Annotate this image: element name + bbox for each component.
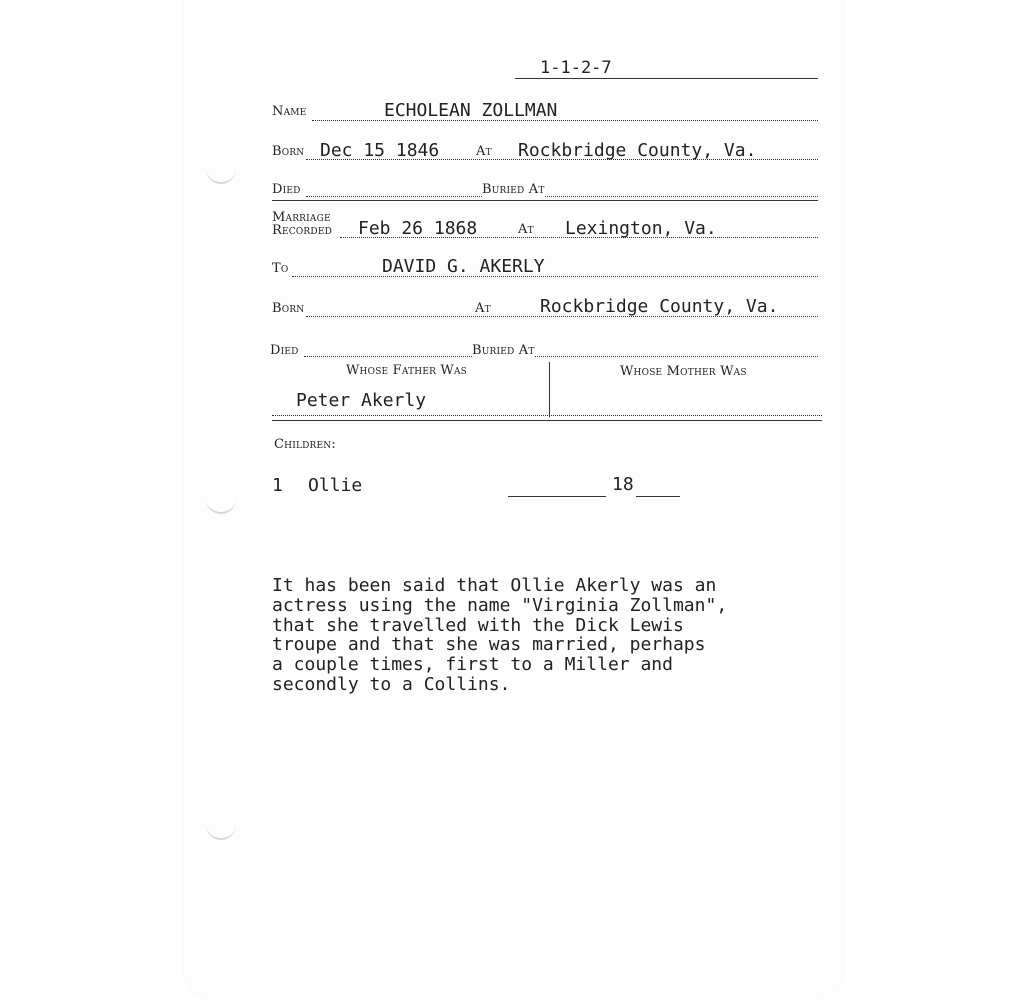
spouse-died-label: Died xyxy=(270,343,299,358)
to-label: To xyxy=(272,261,289,276)
subject-name: ECHOLEAN ZOLLMAN xyxy=(384,100,558,121)
marriage-at-label: At xyxy=(518,222,534,237)
children-label: Children: xyxy=(274,437,336,452)
father-name: Peter Akerly xyxy=(296,390,427,411)
spouse-name: DAVID G. AKERLY xyxy=(382,256,545,277)
marriage-date: Feb 26 1868 xyxy=(358,218,478,239)
card-number: 1-1-2-7 xyxy=(540,58,612,78)
parents-divider xyxy=(549,362,550,417)
born-at-label: At xyxy=(476,144,492,159)
born-place: Rockbridge County, Va. xyxy=(518,140,757,161)
spouse-born-at-label: At xyxy=(475,301,491,316)
spouse-buried-label: Buried At xyxy=(472,343,535,358)
name-label: Name xyxy=(272,104,307,119)
born-label: Born xyxy=(272,144,305,159)
marriage-place: Lexington, Va. xyxy=(565,218,717,239)
spouse-born-place: Rockbridge County, Va. xyxy=(540,296,779,317)
notes-text: It has been said that Ollie Akerly was an actress using the name "Virginia Zollman", that she travelled with the Dick Lewis troupe and that she was married, perhaps a couple times, first to a Miller and secondly to a Collins. xyxy=(272,575,728,695)
section-divider xyxy=(272,200,818,201)
buried-label: Buried At xyxy=(482,182,545,197)
child-name: Ollie xyxy=(308,475,363,496)
recorded-label: Recorded xyxy=(272,223,333,238)
spouse-born-label: Born xyxy=(272,301,305,316)
child-year-line xyxy=(636,496,680,497)
marriage-label: Marriage xyxy=(272,210,331,225)
card-number-line xyxy=(515,78,818,79)
died-label: Died xyxy=(272,182,301,197)
parents-bottom-rule xyxy=(272,420,822,421)
born-date: Dec 15 1846 xyxy=(320,140,440,161)
child-number: 1 xyxy=(272,475,283,496)
mother-label: Whose Mother Was xyxy=(620,364,747,379)
child-date-line xyxy=(508,496,606,497)
child-year: 18 xyxy=(612,474,634,495)
father-label: Whose Father Was xyxy=(346,363,468,378)
